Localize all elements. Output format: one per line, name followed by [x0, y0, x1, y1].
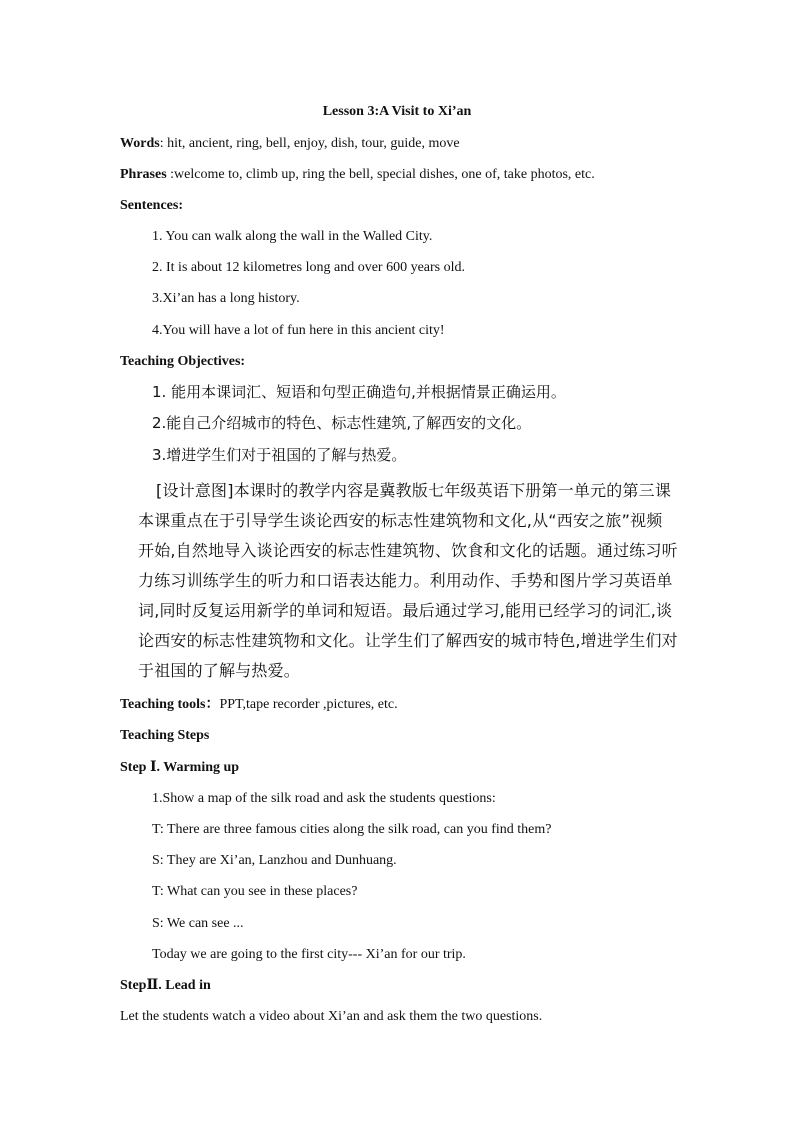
step2-heading: StepⅡ. Lead in: [120, 978, 211, 993]
phrases-text: :welcome to, climb up, ring the bell, special dishes, one of, take photos, etc.: [166, 167, 595, 182]
objective-item: 2.能自己介绍城市的特色、标志性建筑,了解西安的文化。: [152, 414, 532, 432]
sentences-heading: Sentences:: [120, 198, 183, 213]
design-intent-paragraph: [设计意图]本课时的教学内容是冀教版七年级英语下册第一单元的第三课本课重点在于引导学生谈论西安的标志性建筑物和文化,从“西安之旅”视频开始,自然地导入谈论西安的标志性建筑物、饮食和文化的话题。通过练习听力练习训练学生的听力和口语表达能力。利用动作、手势和图片学习英语单词,同时反复运用新学的单词和短语。最后通过学习,能用已经学习的词汇,谈论西安的标志性建筑物和文化。让学生们了解西安的城市特色,增进学生们对于祖国的了解与热爱。: [138, 481, 678, 680]
words-line: [120, 135, 460, 153]
phrases-label: Phrases: [120, 167, 167, 182]
tools-line: [120, 696, 398, 714]
step2-text: Let the students watch a video about Xi’an and ask them the two questions.: [120, 1009, 543, 1024]
objectives-heading: Teaching Objectives:: [120, 354, 246, 369]
step1-line: T: What can you see in these places?: [152, 884, 358, 899]
sentence-item: 1. You can walk along the wall in the Walled City.: [152, 229, 433, 244]
words-label: Words: [120, 136, 160, 151]
objective-item: 3.增进学生们对于祖国的了解与热爱。: [152, 446, 407, 464]
tools-text: PPT,tape recorder ,pictures, etc.: [219, 697, 398, 712]
tools-label: Teaching tools：: [120, 697, 220, 712]
step1-line: Today we are going to the first city--- Xi’an for our trip.: [152, 947, 466, 962]
step1-heading: Step Ⅰ. Warming up: [120, 760, 240, 775]
step1-line: 1.Show a map of the silk road and ask the students questions:: [152, 791, 496, 806]
objective-item: 1. 能用本课词汇、短语和句型正确造句,并根据情景正确运用。: [152, 383, 566, 401]
steps-heading: Teaching Steps: [120, 728, 210, 743]
step1-line: T: There are three famous cities along the silk road, can you find them?: [152, 822, 552, 837]
sentence-item: 2. It is about 12 kilometres long and over 600 years old.: [152, 260, 465, 275]
step1-line: S: They are Xi’an, Lanzhou and Dunhuang.: [152, 853, 397, 868]
sentence-item: 3.Xi’an has a long history.: [152, 291, 300, 306]
lesson-title: Lesson 3:A Visit to Xi’an: [322, 104, 472, 119]
phrases-line: [120, 166, 595, 184]
words-text: : hit, ancient, ring, bell, enjoy, dish, tour, guide, move: [159, 136, 460, 151]
step1-line: S: We can see ...: [152, 916, 244, 931]
sentence-item: 4.You will have a lot of fun here in this ancient city!: [152, 323, 445, 338]
